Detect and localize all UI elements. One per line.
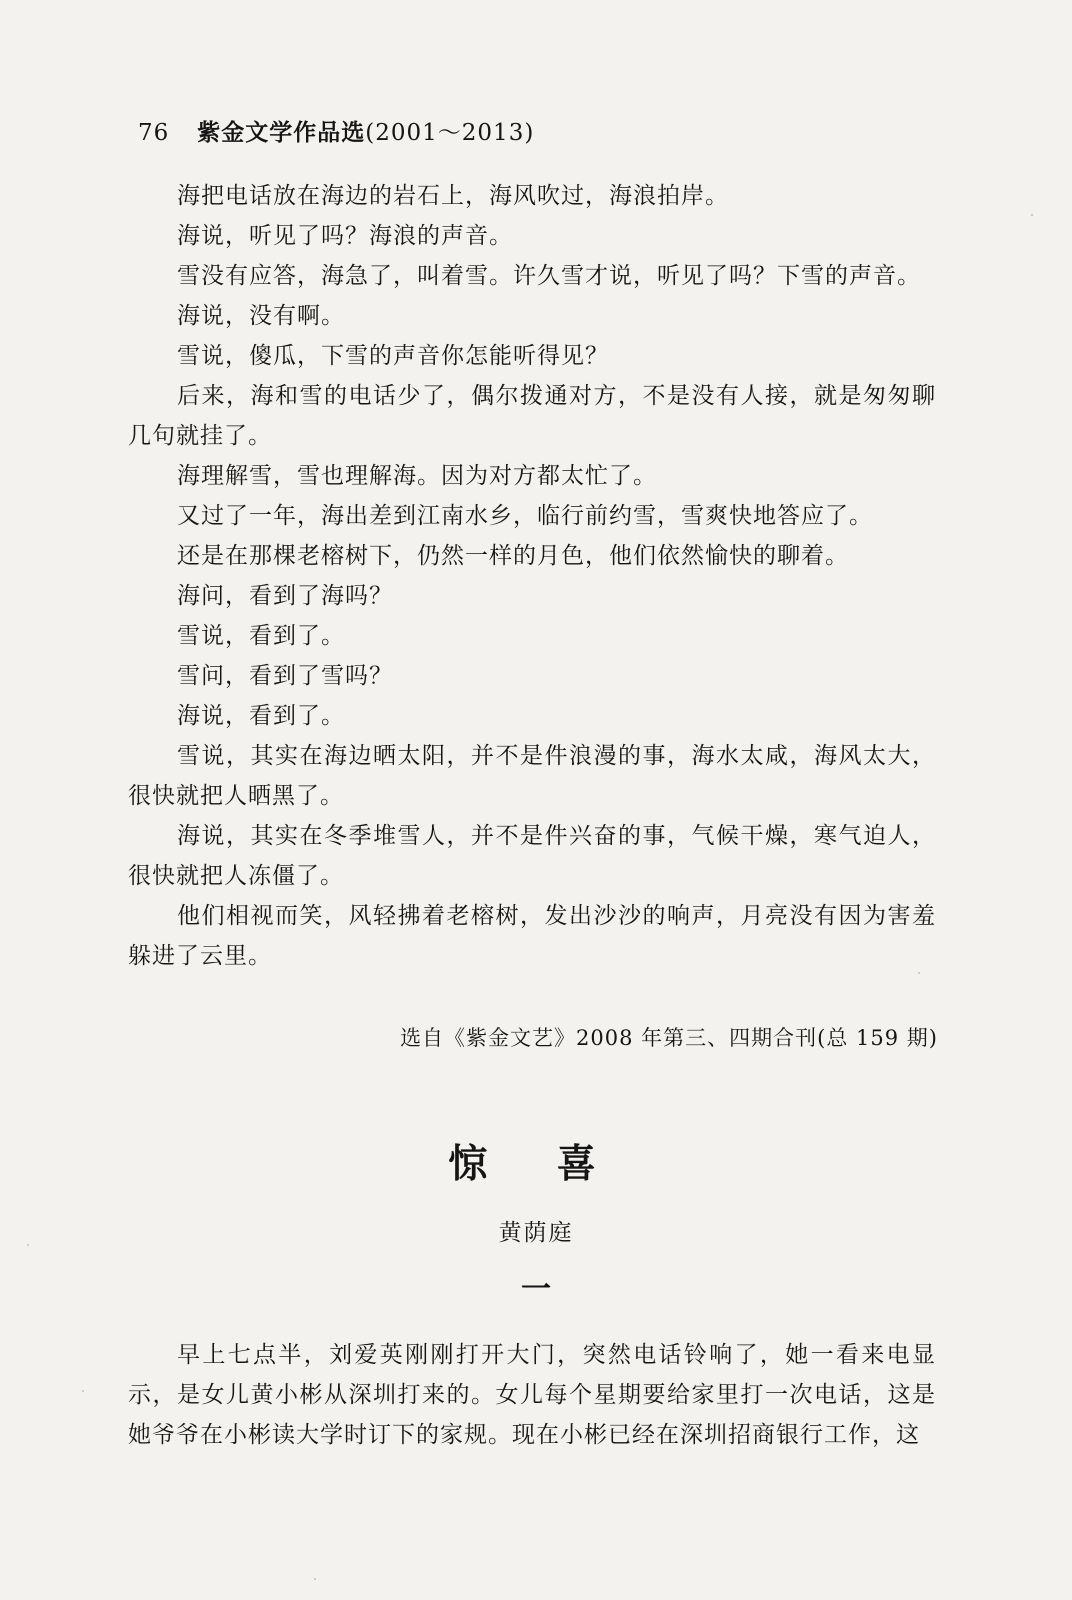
scan-speck [1031,214,1033,216]
paragraph: 雪问，看到了雪吗？ [177,663,393,689]
paragraph: 海把电话放在海边的岩石上，海风吹过，海浪拍岸。 [177,183,729,209]
story-one-body [128,176,936,976]
paragraph: 海问，看到了海吗？ [177,583,393,609]
book-years: (2001～2013) [365,120,535,146]
story-title: 惊 喜 [448,1142,624,1187]
paragraph: 又过了一年，海出差到江南水乡，临行前约雪，雪爽快地答应了。 [177,503,873,529]
book-title: 紫金文学作品选 [197,120,366,146]
scan-speck [918,972,920,974]
paragraph: 雪说，傻瓜，下雪的声音你怎能听得见？ [177,343,609,369]
paragraph: 海说，其实在冬季堆雪人，并不是件兴奋的事，气候干燥，寒气迫人，很快就把人冻僵了。 [128,823,936,889]
paragraph: 雪说，其实在海边晒太阳，并不是件浪漫的事，海水太咸，海风太大，很快就把人晒黑了。 [128,743,936,809]
paragraph: 海说，没有啊。 [177,303,345,329]
paragraph: 海理解雪，雪也理解海。因为对方都太忙了。 [177,463,657,489]
paragraph: 雪说，看到了。 [177,623,345,649]
section-marker: 一 [521,1272,551,1307]
story-author: 黄荫庭 [498,1220,574,1246]
paragraph: 海说，看到了。 [177,703,345,729]
page-number: 76 [138,120,170,146]
scan-speck [82,1390,84,1392]
source-citation: 选自《紫金文艺》2008 年第三、四期合刊(总 159 期) [400,1026,938,1050]
paragraph: 后来，海和雪的电话少了，偶尔拨通对方，不是没有人接，就是匆匆聊几句就挂了。 [128,383,936,449]
page-header [138,114,534,147]
story-two-body [128,1335,936,1455]
paragraph: 他们相视而笑，风轻拂着老榕树，发出沙沙的响声，月亮没有因为害羞躲进了云里。 [128,903,936,969]
paragraph: 早上七点半，刘爱英刚刚打开大门，突然电话铃响了，她一看来电显示，是女儿黄小彬从深圳打来的。女儿每个星期要给家里打一次电话，这是她爷爷在小彬读大学时订下的家规。现在小彬已经在深圳招商银行工作，这 [128,1342,936,1448]
paragraph: 海说，听见了吗？海浪的声音。 [177,223,513,249]
scan-speck [314,1578,316,1580]
scan-speck [27,1244,29,1246]
paragraph: 还是在那棵老榕树下，仍然一样的月色，他们依然愉快的聊着。 [177,543,849,569]
paragraph: 雪没有应答，海急了，叫着雪。许久雪才说，听见了吗？下雪的声音。 [177,263,921,289]
